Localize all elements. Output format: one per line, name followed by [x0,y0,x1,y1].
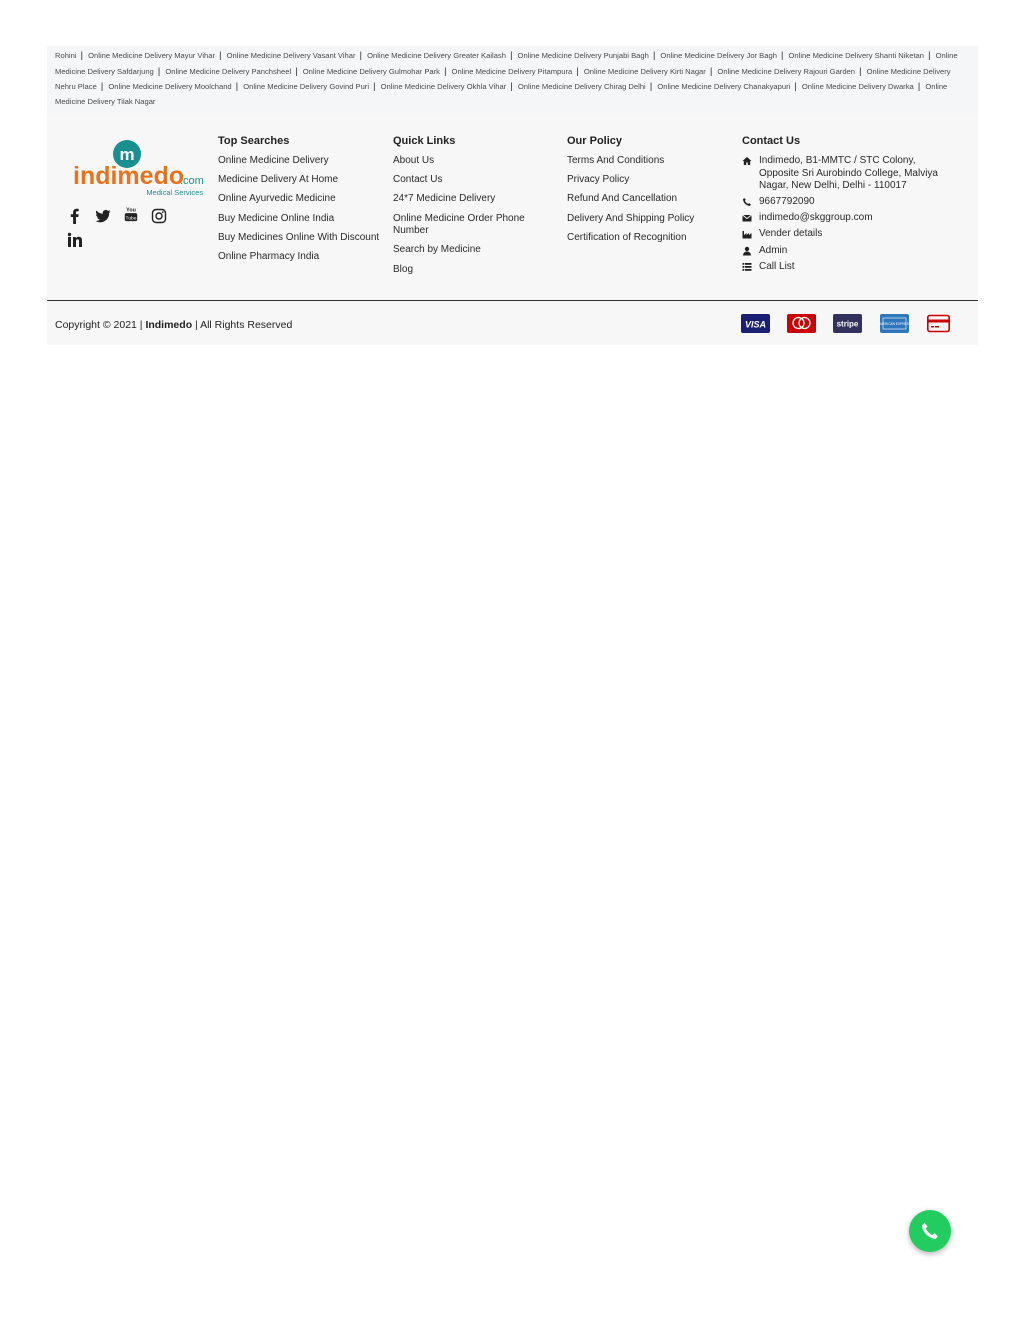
credit-card-icon [927,314,950,333]
indimedo-logo[interactable] [72,138,207,198]
location-link[interactable]: Online Medicine Delivery Greater Kailash [367,51,506,60]
top-searches-column [218,135,388,270]
copyright-text: Copyright © 2021 | Indimedo | All Rights Reserved [55,319,293,331]
link-separator: | [928,50,931,60]
policy-link[interactable]: Privacy Policy [567,174,630,186]
instagram-icon[interactable] [151,208,167,224]
payment-methods [741,314,961,334]
call-button[interactable] [909,1210,951,1252]
logo-brand-text: indimedo [73,162,185,190]
link-separator: | [295,65,298,76]
location-link[interactable]: Online Medicine Delivery Vasant Vihar [226,51,356,60]
vendor-details-link[interactable]: Vender details [742,228,957,241]
location-link[interactable]: Online Medicine Delivery Chirag Delhi [517,82,646,91]
svg-text:m: m [119,145,135,164]
svg-text:Tube: Tube [125,216,137,222]
top-search-link[interactable]: Buy Medicine Online India [218,212,335,224]
footer-divider [47,300,978,301]
link-separator: | [510,81,513,91]
location-link[interactable]: Rohini [55,51,77,60]
logo-tagline-text: Medical Services [146,188,203,197]
link-separator: | [444,65,447,76]
link-separator: | [859,65,862,76]
policy-link[interactable]: Certification of Recognition [567,231,687,243]
linkedin-icon[interactable] [67,232,83,248]
link-separator: | [794,81,797,91]
quick-link[interactable]: Online Medicine Order Phone Number [393,212,525,237]
quick-link[interactable]: Contact Us [393,174,443,186]
facebook-icon[interactable] [67,208,83,224]
location-link[interactable]: Online Medicine Delivery Moolchand [108,82,232,91]
contact-phone[interactable]: 9667792090 [742,196,957,209]
link-separator: | [709,65,713,76]
quick-links-column [393,135,553,283]
mastercard-icon [787,314,816,333]
top-search-link[interactable]: Online Pharmacy India [218,250,320,262]
home-icon [742,156,752,166]
location-link[interactable]: Online Medicine Delivery Shanti Niketan [788,51,925,60]
location-link[interactable]: Online Medicine Delivery Rajouri Garden [717,66,855,76]
location-link[interactable]: Online Medicine Delivery Tilak Nagar [55,82,948,106]
top-search-link[interactable]: Online Medicine Delivery [218,155,329,166]
our-policy-heading: Our Policy [567,135,623,147]
envelope-icon [742,213,752,223]
location-link[interactable]: Online Medicine Delivery Kirti Nagar [583,66,706,76]
location-link[interactable]: Online Medicine Delivery Dwarka [801,82,914,91]
location-link[interactable]: Online Medicine Delivery Jor Bagh [660,51,777,60]
our-policy-column [567,135,732,251]
policy-link[interactable]: Delivery And Shipping Policy [567,212,695,224]
copyright-brand[interactable]: Indimedo [145,319,193,331]
list-icon [742,262,752,272]
stripe-icon [833,314,862,333]
link-separator: | [781,50,784,60]
link-separator: | [576,65,579,76]
location-link[interactable]: Online Medicine Delivery Mayur Vihar [88,51,216,60]
twitter-icon[interactable] [95,208,111,224]
location-link[interactable]: Online Medicine Delivery Pitampura [451,66,573,76]
location-link[interactable]: Online Medicine Delivery Panchsheel [165,66,292,76]
user-icon [742,246,752,256]
top-search-link[interactable]: Buy Medicines Online With Discount [218,231,380,243]
svg-text:VISA: VISA [744,319,767,330]
quick-link[interactable]: Search by Medicine [393,244,481,256]
site-footer [47,114,978,345]
link-separator: | [510,50,513,60]
top-search-link[interactable]: Online Ayurvedic Medicine [218,193,336,205]
svg-text:You: You [126,207,136,214]
policy-link[interactable]: Refund And Cancellation [567,193,678,205]
phone-icon [920,1221,940,1241]
link-separator: | [373,81,376,91]
location-link[interactable]: Online Medicine Delivery Chanakyapuri [657,82,791,91]
location-link[interactable]: Online Medicine Delivery Nehru Place [55,66,951,91]
svg-text:AMERICAN EXPRESS: AMERICAN EXPRESS [878,322,911,326]
link-separator: | [235,81,239,91]
link-separator: | [80,50,83,60]
link-separator: | [157,65,161,76]
link-separator: | [219,50,222,60]
location-link[interactable]: Online Medicine Delivery Punjabi Bagh [517,51,649,60]
svg-text:stripe: stripe [836,319,859,329]
contact-email[interactable]: indimedo@skggroup.com [742,212,957,225]
location-link[interactable]: Online Medicine Delivery Safdarjung [55,51,958,76]
location-link[interactable]: Online Medicine Delivery Okhla Vihar [380,82,507,91]
american-express-icon [880,314,909,333]
link-separator: | [649,81,653,91]
location-link[interactable]: Online Medicine Delivery Govind Puri [243,82,370,91]
top-searches-heading: Top Searches [218,135,290,147]
contact-us-heading: Contact Us [742,135,801,147]
logo-suffix-text: .com [180,175,204,187]
top-search-link[interactable]: Medicine Delivery At Home [218,174,339,186]
industry-icon [742,229,752,239]
contact-address: Indimedo, B1-MMTC / STC Colony, Opposite Sri Aurobindo College, Malviya Nagar, New Delhi, Delhi - 110017 [742,155,957,193]
link-separator: | [100,81,104,91]
quick-link[interactable]: About Us [393,155,435,166]
location-link[interactable]: Online Medicine Delivery Gulmohar Park [302,66,440,76]
quick-links-heading: Quick Links [393,135,456,147]
quick-link[interactable]: 24*7 Medicine Delivery [393,193,496,205]
link-separator: | [917,81,921,91]
policy-link[interactable]: Terms And Conditions [567,155,665,166]
phone-icon [742,197,752,207]
link-separator: | [652,50,656,60]
youtube-icon[interactable] [123,206,139,222]
visa-icon [741,314,770,333]
call-list-link[interactable]: Call List [742,261,957,274]
admin-link[interactable]: Admin [742,245,957,258]
location-links-strip [47,46,978,114]
quick-link[interactable]: Blog [393,263,414,275]
link-separator: | [359,50,362,60]
contact-us-column [742,135,957,280]
logo-graphic [72,138,207,198]
